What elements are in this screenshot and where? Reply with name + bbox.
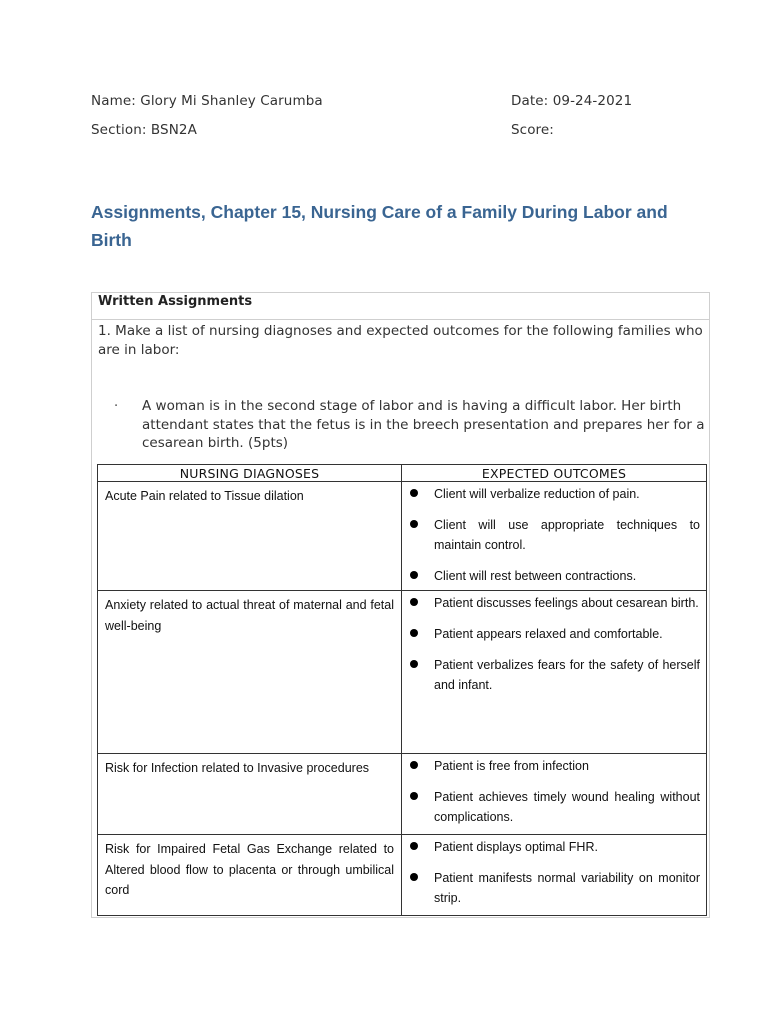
list-item [408, 593, 700, 613]
assignment-score: Score: [511, 122, 554, 138]
bullet-icon [410, 792, 418, 800]
bullet-icon [410, 873, 418, 881]
student-name: Name: Glory Mi Shanley Carumba [91, 93, 323, 109]
header-expected-outcomes: EXPECTED OUTCOMES [402, 465, 707, 482]
outcome-text: Patient discusses feelings about cesarean birth. [434, 596, 699, 610]
assignment-date: Date: 09-24-2021 [511, 93, 633, 109]
bullet-icon [410, 598, 418, 606]
table-row [98, 482, 707, 591]
outcomes-list [402, 835, 706, 908]
outcome-text: Client will rest between contractions. [434, 569, 637, 583]
bullet-icon [410, 489, 418, 497]
table-row [98, 591, 707, 754]
bullet-icon [410, 660, 418, 668]
diagnosis-cell: Acute Pain related to Tissue dilation [98, 482, 402, 591]
box-heading-text: Written Assignments [98, 294, 253, 309]
outcome-text: Patient verbalizes fears for the safety of herself and infant. [434, 658, 700, 692]
table-row [98, 754, 707, 835]
question-text: 1. Make a list of nursing diagnoses and expected outcomes for the following families who are in labor: [98, 323, 703, 358]
outcomes-cell [402, 482, 707, 591]
outcome-text: Patient displays optimal FHR. [434, 840, 598, 854]
diagnosis-cell: Risk for Infection related to Invasive procedures [98, 754, 402, 835]
list-item [408, 655, 700, 695]
written-assignments-box [91, 292, 710, 918]
list-item [408, 566, 700, 586]
bullet-icon [410, 842, 418, 850]
outcome-text: Patient achieves timely wound healing without complications. [434, 790, 700, 824]
bullet-icon [410, 761, 418, 769]
outcome-text: Patient is free from infection [434, 759, 589, 773]
table-row [98, 835, 707, 916]
table-header-row [98, 465, 707, 482]
case-bullet: · [114, 399, 119, 414]
diagnosis-cell: Anxiety related to actual threat of maternal and fetal well-being [98, 591, 402, 754]
list-item [408, 837, 700, 857]
outcomes-list [402, 754, 706, 827]
outcomes-list [402, 591, 706, 695]
outcomes-cell [402, 591, 707, 754]
box-heading [92, 293, 709, 320]
list-item [408, 624, 700, 644]
case-scenario: A woman is in the second stage of labor and is having a difficult labor. Her birth attendant states that the fetus is in the breech presentation and prepares her for a cesarean birth. (5pts) [142, 398, 705, 451]
outcome-text: Patient manifests normal variability on monitor strip. [434, 871, 700, 905]
list-item [408, 787, 700, 827]
student-section: Section: BSN2A [91, 122, 197, 138]
list-item [408, 515, 700, 555]
bullet-icon [410, 571, 418, 579]
bullet-icon [410, 629, 418, 637]
outcomes-list [402, 482, 706, 586]
list-item [408, 484, 700, 504]
outcome-text: Client will verbalize reduction of pain. [434, 487, 640, 501]
outcome-text: Client will use appropriate techniques to maintain control. [434, 518, 700, 552]
header-nursing-diagnoses: NURSING DIAGNOSES [98, 465, 402, 482]
diagnosis-cell: Risk for Impaired Fetal Gas Exchange related to Altered blood flow to placenta or through umbilical cord [98, 835, 402, 916]
bullet-icon [410, 520, 418, 528]
outcomes-cell [402, 754, 707, 835]
outcome-text: Patient appears relaxed and comfortable. [434, 627, 663, 641]
list-item [408, 756, 700, 776]
diagnoses-table [97, 464, 707, 916]
list-item [408, 868, 700, 908]
page-title: Assignments, Chapter 15, Nursing Care of a Family During Labor and Birth [91, 202, 668, 250]
outcomes-cell [402, 835, 707, 916]
